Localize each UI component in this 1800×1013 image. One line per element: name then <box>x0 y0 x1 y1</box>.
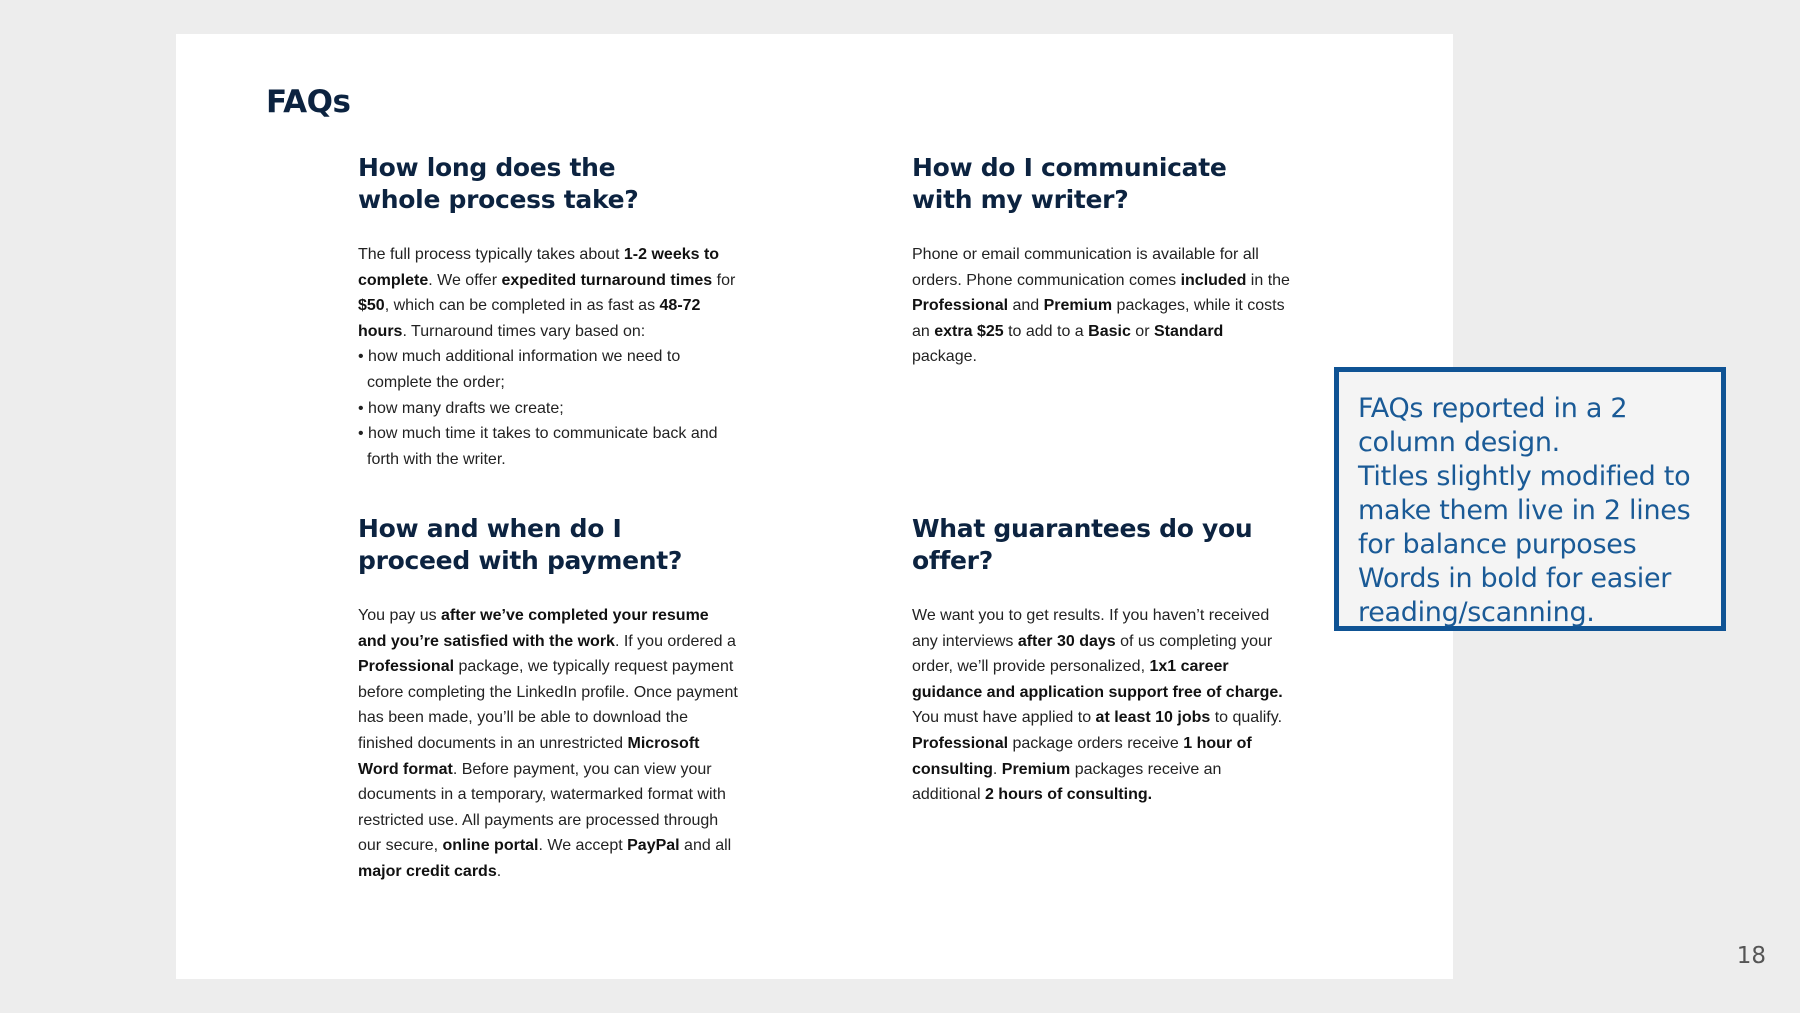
answer-text: , which can be completed in as fast as <box>384 297 660 315</box>
answer-text: . Before payment, you can view your documents in a temporary, watermarked format with restricted use. All payments are processed through our secure, <box>358 760 726 855</box>
answer-text: to add to a <box>1003 322 1089 340</box>
bold-text: Premium <box>1043 297 1113 315</box>
faq-answer <box>912 603 1292 808</box>
faq-item-payment <box>358 513 738 885</box>
faq-question: How do I communicate with my writer? <box>912 153 1227 214</box>
answer-text: and <box>1008 297 1044 315</box>
bold-text: Premium <box>1001 760 1071 778</box>
faq-question: How and when do I proceed with payment? <box>358 514 683 575</box>
bullet-item: • how many drafts we create; <box>358 396 738 422</box>
answer-text: . We accept <box>538 837 628 855</box>
bold-text: 1-2 weeks to complete <box>358 246 720 289</box>
annotation-note <box>1334 367 1726 631</box>
answer-paragraph <box>912 731 1292 808</box>
faq-question: What guarantees do you offer? <box>912 514 1253 575</box>
document-page <box>176 34 1453 979</box>
bold-text: Professional <box>912 297 1009 315</box>
answer-text: You pay us <box>358 607 442 624</box>
faq-item-communication <box>912 152 1292 370</box>
faq-answer <box>912 242 1292 370</box>
answer-text: . We offer <box>428 271 502 289</box>
note-line: Titles slightly modified to make them live in 2 lines for balance purposes <box>1358 461 1691 560</box>
faq-item-guarantees <box>912 513 1292 808</box>
bold-text: $50 <box>358 297 385 315</box>
answer-text: The full process typically takes about <box>358 246 624 263</box>
bold-text: Microsoft Word format <box>358 734 700 778</box>
answer-text: package. <box>912 348 977 366</box>
bold-text: 2 hours of consulting. <box>984 786 1153 804</box>
faq-item-process-duration <box>358 152 738 472</box>
answer-text: in the <box>1246 271 1290 289</box>
answer-text: of us completing your order, we’ll provide personalized, <box>912 632 1273 676</box>
answer-text: Phone or email communication is available for all orders. Phone communication comes <box>912 246 1259 289</box>
note-line: FAQs reported in a 2 column design. <box>1358 393 1628 458</box>
bold-text: PayPal <box>627 837 680 855</box>
answer-text: . If you ordered a <box>614 632 736 650</box>
bold-text: 48-72 hours <box>358 297 701 340</box>
answer-text: packages, while it costs an <box>912 297 1285 340</box>
answer-text: or <box>1130 322 1154 340</box>
bold-text: online portal <box>442 837 539 855</box>
bold-text: 1 hour of consulting <box>912 734 1252 778</box>
answer-text: . <box>992 760 1002 778</box>
bold-text: major credit cards <box>358 862 497 880</box>
answer-paragraph <box>358 603 738 885</box>
answer-text: package orders receive <box>1008 734 1184 752</box>
answer-text: packages receive an additional <box>912 760 1222 804</box>
answer-text: . Turnaround times vary based on: <box>402 322 646 340</box>
answer-text: package, we typically request payment before completing the LinkedIn profile. Once payment has been made, you’ll be able to download the finished documents in an unrestricted <box>358 658 738 752</box>
bold-text: expedited turnaround times <box>501 271 713 289</box>
answer-paragraph <box>358 242 738 344</box>
answer-text: You must have applied to <box>912 709 1096 727</box>
answer-text: and all <box>679 837 732 855</box>
faq-answer <box>358 603 738 885</box>
faq-answer <box>358 242 738 472</box>
note-line: Words in bold for easier reading/scanning. <box>1358 563 1672 628</box>
bold-text: 1x1 career guidance and application support free of charge. <box>912 658 1283 701</box>
bold-text: after 30 days <box>1017 632 1116 650</box>
answer-text: for <box>712 271 736 289</box>
page-title: FAQs <box>266 84 351 120</box>
answer-text: . <box>496 862 502 880</box>
bold-text: Professional <box>358 658 455 676</box>
answer-bullet-list <box>358 344 738 472</box>
answer-text: to qualify. <box>1210 709 1283 727</box>
faq-question: How long does the whole process take? <box>358 153 639 214</box>
bold-text: included <box>1180 271 1247 289</box>
bold-text: Basic <box>1088 322 1131 340</box>
bold-text: after we’ve completed your resume and you’re satisfied with the work <box>358 607 709 650</box>
page-number: 18 <box>1736 943 1766 969</box>
bullet-item: • how much additional information we need to complete the order; <box>358 344 738 395</box>
bold-text: extra $25 <box>934 322 1004 340</box>
bold-text: at least 10 jobs <box>1095 709 1211 727</box>
bold-text: Professional <box>912 734 1009 752</box>
answer-paragraph <box>912 603 1292 731</box>
answer-text: We want you to get results. If you haven’t received any interviews <box>912 607 1270 650</box>
bold-text: Standard <box>1153 322 1224 340</box>
answer-paragraph <box>912 242 1292 370</box>
bullet-item: • how much time it takes to communicate back and forth with the writer. <box>358 421 738 472</box>
